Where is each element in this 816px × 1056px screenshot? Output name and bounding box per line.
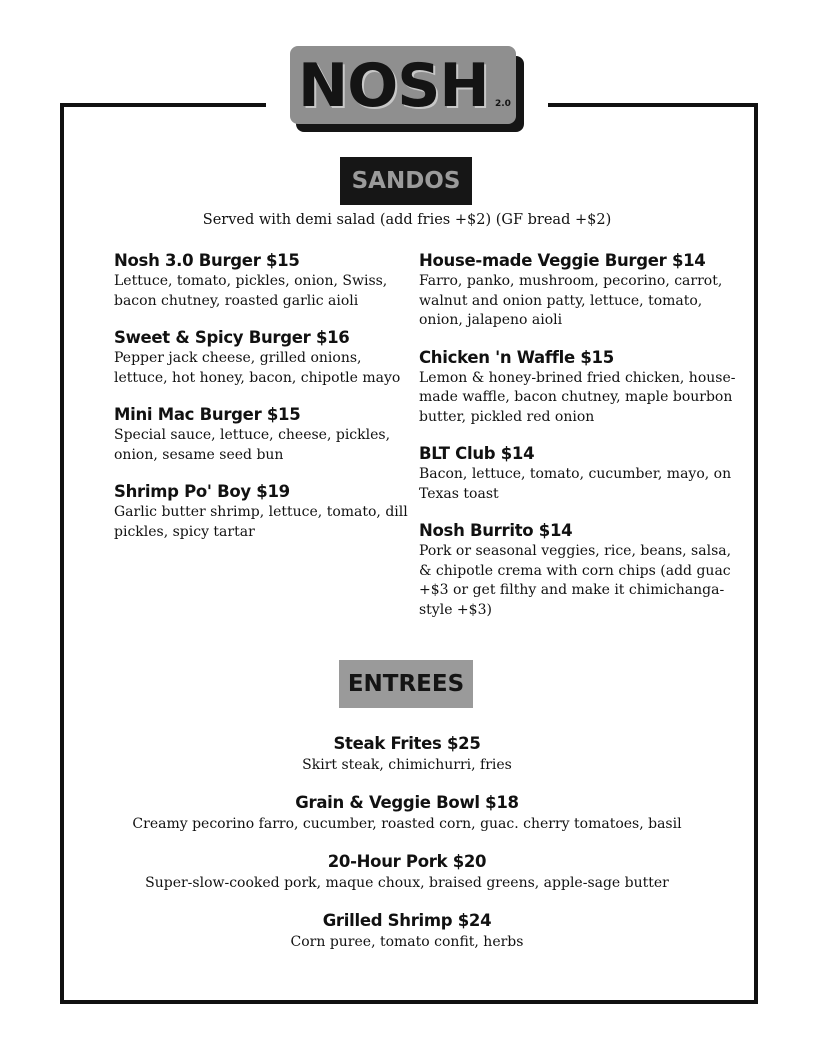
menu-item — [60, 733, 754, 775]
menu-item — [114, 250, 414, 311]
menu-item — [419, 520, 739, 620]
item-name: Nosh Burrito $14 — [419, 521, 573, 540]
item-description: Creamy pecorino farro, cucumber, roasted corn, guac. cherry tomatoes, basil — [132, 816, 682, 832]
item-name: Steak Frites $25 — [333, 734, 481, 753]
item-description: Special sauce, lettuce, cheese, pickles, onion, sesame seed bun — [114, 427, 391, 463]
item-description: Garlic butter shrimp, lettuce, tomato, dill pickles, spicy tartar — [114, 504, 408, 540]
menu-item — [60, 910, 754, 952]
menu-item — [114, 404, 414, 465]
sandos-right-column — [419, 250, 739, 636]
sandos-left-column — [114, 250, 414, 558]
menu-item — [114, 327, 414, 388]
item-name: Grain & Veggie Bowl $18 — [295, 793, 519, 812]
sandos-heading: SANDOS — [340, 157, 472, 205]
menu-item — [114, 481, 414, 542]
logo-name: NOSH — [298, 51, 489, 121]
item-description: Super-slow-cooked pork, maque choux, braised greens, apple-sage butter — [145, 875, 669, 891]
item-name: House-made Veggie Burger $14 — [419, 251, 706, 270]
item-name: Sweet & Spicy Burger $16 — [114, 328, 350, 347]
item-description: Lettuce, tomato, pickles, onion, Swiss, bacon chutney, roasted garlic aioli — [114, 273, 388, 309]
item-name: Nosh 3.0 Burger $15 — [114, 251, 300, 270]
menu-item — [419, 250, 739, 331]
item-name: Shrimp Po' Boy $19 — [114, 482, 290, 501]
menu-item — [60, 792, 754, 834]
item-name: Chicken 'n Waffle $15 — [419, 347, 614, 367]
item-name: BLT Club $14 — [419, 444, 535, 463]
menu-item — [60, 851, 754, 893]
item-name: Grilled Shrimp $24 — [322, 911, 492, 930]
entrees-list — [60, 733, 754, 969]
item-description: Pepper jack cheese, grilled onions, lettuce, hot honey, bacon, chipotle mayo — [114, 350, 401, 386]
menu-item — [419, 443, 739, 504]
item-description: Farro, panko, mushroom, pecorino, carrot, walnut and onion patty, lettuce, tomato, onion, jalapeno aioli — [419, 273, 723, 328]
menu-item — [419, 347, 739, 428]
entrees-heading: ENTREES — [339, 660, 473, 708]
sandos-subtitle: Served with demi salad (add fries +$2) (GF bread +$2) — [202, 212, 612, 228]
item-name: Mini Mac Burger $15 — [114, 405, 301, 424]
item-description: Corn puree, tomato confit, herbs — [290, 934, 524, 950]
item-description: Lemon & honey-brined fried chicken, house-made waffle, bacon chutney, maple bourbon butter, pickled red onion — [419, 369, 736, 425]
logo-version: 2.0 — [495, 99, 511, 109]
item-description: Bacon, lettuce, tomato, cucumber, mayo, on Texas toast — [419, 466, 732, 502]
item-name: 20-Hour Pork $20 — [327, 852, 487, 871]
item-description: Pork or seasonal veggies, rice, beans, salsa, & chipotle crema with corn chips (add guac +$3 or get filthy and make it chimichanga-style +$3) — [419, 543, 732, 618]
item-description: Skirt steak, chimichurri, fries — [302, 757, 512, 773]
